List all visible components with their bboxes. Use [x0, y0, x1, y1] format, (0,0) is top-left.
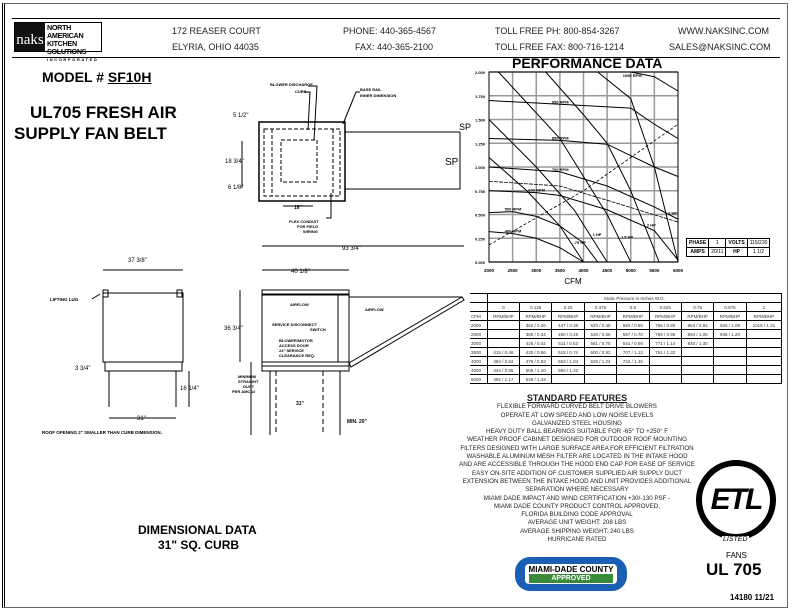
table-header-row — [470, 303, 782, 312]
label-blower-discharge: BLOWER DISCHARGE — [270, 82, 313, 87]
rpm-bhp-cell: 444 / 0.85 — [487, 366, 519, 375]
volts-value: 115/230 — [747, 239, 770, 248]
label-flex-conduit-3: WIRING — [303, 229, 318, 234]
features-title: STANDARD FEATURES — [526, 393, 628, 403]
model-value: SF10H — [107, 69, 152, 85]
rpm-bhp-cell — [649, 357, 681, 366]
rpm-bhp-cell — [617, 366, 649, 375]
rpm-bhp-cell — [487, 339, 519, 348]
top-view-labels — [225, 82, 459, 234]
rpm-bhp-cell: 769 / 0.95 — [649, 330, 681, 339]
rpm-bhp-cell — [714, 366, 746, 375]
address-line-1: 172 REASER COURT — [172, 26, 261, 36]
feature-item: FLEXIBLE FORWARD CURVED BELT DRIVE BLOWERS — [497, 403, 657, 411]
company-name-1: NORTH AMERICAN — [47, 23, 84, 40]
hp-value: 1 1/2 — [747, 248, 770, 257]
x-axis-label: CFM — [564, 277, 582, 286]
rpm-bhp-cell — [746, 339, 781, 348]
company-name-3: INCORPORATED — [47, 57, 99, 62]
product-title-2: SUPPLY FAN BELT — [14, 124, 167, 143]
sp-header: 0.375 — [584, 303, 616, 312]
product-title-1: UL705 FRESH AIR — [30, 103, 177, 122]
rpm-bhp-cell — [584, 375, 616, 384]
feature-item: SEPARATION WHERE NECESSARY — [525, 486, 629, 494]
x-tick-label: 5000 — [625, 268, 636, 273]
rpm-bhp-cell: 515 / 0.74 — [552, 348, 584, 357]
toll-free-phone: TOLL FREE PH: 800-854-3267 — [495, 26, 620, 36]
y-tick-label: 2.000 — [474, 70, 485, 75]
label-min-duct-2: STRAIGHT — [238, 379, 259, 384]
feature-item: AND ARE ACCESSIBLE THROUGH THE HOOD END CAP FOR EASE OF SERVICE — [459, 461, 695, 469]
rpm-bhp-cell: 597 / 0.70 — [617, 330, 649, 339]
dim-40-1-8: 40 1/8" — [291, 269, 310, 275]
rpm-bhp-cell — [487, 330, 519, 339]
rpm-bhp-cell: 926 / 1.08 — [714, 321, 746, 330]
rpm-curve-label: 950 RPM — [551, 99, 569, 105]
rpm-bhp-cell: 553 / 1.04 — [552, 357, 584, 366]
rpm-bhp-cell: 724 / 1.45 — [617, 357, 649, 366]
feature-item: HURRICANE RATED — [547, 536, 607, 544]
unit-header: RPM/BHP — [681, 312, 713, 321]
label-min-duct-1: MINIMUM — [238, 374, 256, 379]
unit-header: RPM/BHP — [520, 312, 552, 321]
rpm-bhp-cell: 475 / 0.83 — [520, 357, 552, 366]
dim-31-side: 31" — [296, 401, 304, 407]
sp-header: 0.25 — [552, 303, 584, 312]
amps-value: 20/11 — [709, 248, 726, 257]
badge-county: MIAMI-DADE COUNTY — [528, 565, 614, 574]
front-view-drawing — [92, 270, 189, 418]
chart-grid — [489, 72, 678, 262]
feature-item: FLORIDA BUILDING CODE APPROVAL — [521, 511, 633, 519]
dim-5-1-2: 5 1/2" — [233, 113, 249, 119]
dim-93-3-4: 93 3/4" — [342, 246, 361, 252]
label-min-duct-4: PER AMCA# — [232, 389, 256, 394]
rpm-bhp-cell — [617, 375, 649, 384]
y-tick-label: 1.000 — [474, 165, 485, 170]
label-airflow-unit: AIRFLOW — [290, 302, 309, 307]
y-tick-label: 1.250 — [474, 141, 485, 147]
top-view-drawing — [242, 86, 460, 218]
performance-data-title: PERFORMANCE DATA — [512, 55, 663, 71]
feature-item: MIAMI DADE IMPACT AND WIND CERTIFICATION +30/-130 PSF - — [483, 494, 671, 502]
cfm-cell: 2000 — [470, 321, 487, 330]
email-link[interactable]: SALES@NAKSINC.COM — [669, 42, 771, 52]
rpm-bhp-cell: 520 / 0.48 — [584, 321, 616, 330]
hp-curve-label: 3 HP — [668, 210, 678, 216]
cfm-header: CFM — [470, 312, 487, 321]
corner-cell — [470, 294, 487, 303]
rpm-bhp-cell — [649, 375, 681, 384]
rpm-curve — [489, 212, 598, 262]
table-row — [470, 366, 782, 375]
rpm-bhp-cell: 864 / 1.06 — [681, 330, 713, 339]
cfm-cell: 4500 — [470, 366, 487, 375]
rpm-bhp-cell: 641 / 0.98 — [617, 339, 649, 348]
rpm-bhp-cell: 530 / 0.56 — [584, 330, 616, 339]
rpm-bhp-cell — [714, 357, 746, 366]
phase-value: 1 — [709, 239, 726, 248]
toll-free-fax: TOLL FREE FAX: 800-716-1214 — [495, 42, 625, 52]
rpm-bhp-cell — [714, 375, 746, 384]
feature-item: FILTERS DESIGNED WITH LARGE SURFACE AREA FOR EFFICIENT FILTRATION — [460, 444, 694, 452]
cfm-cell: 3500 — [470, 348, 487, 357]
cfm-cell: 5000 — [470, 375, 487, 384]
company-name-2: KITCHEN SOLUTIONS — [47, 39, 87, 56]
label-lifting-lug: LIFTING LUG — [50, 297, 79, 302]
dim-min-20: MIN. 20" — [347, 419, 367, 425]
dimensional-data-title: DIMENSIONAL DATA — [138, 523, 257, 537]
unit-header: RPM/BHP — [649, 312, 681, 321]
rpm-curve-label: 700 RPM — [551, 166, 569, 172]
model-label: MODEL # — [42, 69, 104, 85]
feature-item: AVERAGE SHIPPING WEIGHT: 240 LBS — [520, 527, 634, 535]
unit-header: RPM/BHP — [746, 312, 781, 321]
feature-item: WEATHER PROOF CABINET DESIGNED FOR OUTDOOR ROOF MOUNTING — [467, 436, 687, 444]
etl-mark: ETL — [710, 483, 762, 516]
miami-dade-badge — [515, 557, 627, 591]
performance-chart — [455, 68, 685, 288]
cfm-cell: 4000 — [470, 357, 487, 366]
rpm-curve-label: 500 RPM — [504, 206, 522, 212]
rpm-bhp-cell: 362 / 0.26 — [520, 321, 552, 330]
dim-16-1-4: 16 1/4" — [180, 386, 199, 392]
label-airflow-hood: AIRFLOW — [365, 307, 384, 312]
feature-item: WASHABLE ALUMINUM MESH FILTER ARE LOCATED IN THE INTAKE HOOD — [466, 453, 688, 461]
dim-31-front: 31" — [137, 416, 146, 422]
rpm-bhp-cell: 460 / 0.45 — [552, 330, 584, 339]
hp-curve-label: 1.5 HP — [620, 234, 634, 240]
rpm-bhp-cell — [681, 357, 713, 366]
rpm-bhp-cell: 581 / 0.75 — [584, 339, 616, 348]
rpm-bhp-cell: 771 / 1.14 — [649, 339, 681, 348]
corner-cell — [470, 303, 487, 312]
x-tick-label: 2500 — [507, 268, 518, 273]
company-logo — [14, 22, 102, 62]
label-sp: SP — [445, 157, 459, 168]
label-flex-conduit-2: FOR FIELD — [297, 224, 319, 229]
sp-header: 0.75 — [681, 303, 713, 312]
document-number: 14180 11/21 — [730, 593, 775, 602]
rpm-bhp-cell — [681, 348, 713, 357]
sp-header: 0 — [487, 303, 519, 312]
unit-header: RPM/BHP — [714, 312, 746, 321]
label-access-door-2: ACCESS DOOR — [279, 343, 309, 348]
phone: PHONE: 440-365-4567 — [343, 26, 437, 36]
rpm-curve-label: 400 RPM — [504, 228, 522, 234]
rpm-bhp-cell: 380 / 0.34 — [520, 330, 552, 339]
unit-header: RPM/BHP — [617, 312, 649, 321]
rpm-bhp-cell: 761 / 1.32 — [649, 348, 681, 357]
feature-item: EASY ON-SITE ADDITION OF CUSTOMER SUPPLIED AIR SUPPLY DUCT — [472, 469, 682, 477]
label-base-rail: BASE RAIL — [360, 87, 382, 92]
unit-header: RPM/BHP — [487, 312, 519, 321]
rpm-bhp-cell — [746, 357, 781, 366]
feature-item: AVERAGE UNIT WEIGHT: 208 LBS — [527, 519, 627, 527]
y-tick-label: 0.250 — [474, 236, 485, 242]
cfm-cell: 3000 — [470, 339, 487, 348]
fax: FAX: 440-365-2100 — [355, 42, 434, 52]
label-flex-conduit-1: FLEX CONDUIT — [289, 219, 319, 224]
electrical-table — [686, 238, 770, 257]
phase-label: PHASE — [687, 239, 709, 248]
side-view-labels — [224, 246, 384, 425]
label-access-door-3: 24" SERVICE — [279, 348, 304, 353]
label-service-disconnect-2: SWITCH — [310, 327, 326, 332]
dim-6-1-8: 6 1/8" — [228, 185, 244, 191]
sp-header: 0.5 — [617, 303, 649, 312]
table-row — [470, 375, 782, 384]
hp-label: HP — [726, 248, 747, 257]
dim-18-3-4: 18 3/4" — [225, 159, 244, 165]
dimensional-drawings — [0, 60, 470, 440]
rpm-bhp-cell — [649, 366, 681, 375]
table-row — [470, 321, 782, 330]
x-tick-label: 2000 — [483, 268, 495, 273]
logo-mark: naks — [15, 23, 45, 51]
y-tick-label: 1.750 — [474, 93, 485, 99]
volts-label: VOLTS — [726, 239, 747, 248]
rpm-bhp-cell — [487, 321, 519, 330]
rpm-bhp-cell: 415 / 0.46 — [487, 348, 519, 357]
ul-705-standard: UL 705 — [706, 560, 762, 579]
rpm-bhp-cell — [681, 375, 713, 384]
feature-item: MIAMI DADE COUNTY PRODUCT CONTROL APPROVED, — [494, 502, 660, 510]
side-view-drawing — [240, 246, 464, 435]
rpm-bhp-cell: 625 / 1.24 — [584, 357, 616, 366]
dim-16: 16" — [294, 205, 302, 211]
curb-size: 31" SQ. CURB — [158, 538, 240, 552]
rpm-curve-label: 600 RPM — [528, 187, 545, 193]
address-line-2: ELYRIA, OHIO 44035 — [172, 42, 259, 52]
rpm-bhp-cell: 509 / 1.10 — [520, 366, 552, 375]
badge-approved: APPROVED — [529, 574, 614, 583]
x-tick-label: 3500 — [554, 268, 565, 273]
unit-header: RPM/BHP — [552, 312, 584, 321]
x-tick-label: 4000 — [578, 268, 589, 273]
feature-item: OPERATE AT LOW SPEED AND LOW NOISE LEVELS — [500, 411, 654, 419]
label-min-duct-3: DUCT — [243, 384, 255, 389]
rpm-bhp-cell: 1015 / 1.31 — [746, 321, 781, 330]
static-pressure-title: Static Pressure in Inches W.G. — [487, 294, 781, 303]
rpm-bhp-cell: 430 / 0.56 — [520, 348, 552, 357]
label-access-door-4: CLEARANCE REQ. — [279, 353, 316, 358]
rpm-bhp-cell — [552, 375, 584, 384]
y-tick-label: 0.750 — [474, 188, 485, 194]
label-inner-dimension: INNER DIMENSION — [360, 93, 397, 98]
rpm-bhp-cell — [746, 375, 781, 384]
hp-curve-label: 1 HP — [592, 231, 602, 237]
amps-label: AMPS — [687, 248, 709, 257]
sp-header: 0.625 — [649, 303, 681, 312]
table-header-row — [470, 312, 782, 321]
dim-37-3-8: 37 3/8" — [128, 258, 147, 264]
rpm-bhp-cell — [681, 366, 713, 375]
sp-header: 0.125 — [520, 303, 552, 312]
x-tick-label: 3000 — [531, 268, 542, 273]
rpm-bhp-cell: 840 / 1.30 — [681, 339, 713, 348]
etl-fans: FANS — [726, 551, 747, 560]
feature-item: HEAVY DUTY BALL BEARINGS SUITABLE FOR -65° TO +250° F — [486, 428, 668, 436]
hp-curve-label: 2 HP — [646, 222, 656, 228]
table-row — [470, 348, 782, 357]
rpm-bhp-cell: 935 / 1.20 — [714, 330, 746, 339]
performance-table — [470, 293, 782, 384]
feature-item: EXTENSION BETWEEN THE INTAKE HOOD AND UNIT PROVIDES ADDITIONAL — [462, 477, 692, 485]
rpm-bhp-cell: 511 / 0.53 — [552, 339, 584, 348]
unit-header: RPM/BHP — [584, 312, 616, 321]
dim-36-3-4: 36 3/4" — [224, 326, 243, 332]
rpm-curve-label: 850 RPM — [551, 135, 569, 141]
table-row — [470, 330, 782, 339]
rpm-bhp-cell: 707 / 1.13 — [617, 348, 649, 357]
x-tick-label: 4500 — [602, 268, 613, 273]
rpm-bhp-cell — [714, 348, 746, 357]
rpm-bhp-cell: 492 / 1.17 — [487, 375, 519, 384]
rpm-bhp-cell: 426 / 0.42 — [520, 339, 552, 348]
rpm-bhp-cell: 580 / 1.32 — [552, 366, 584, 375]
rpm-bhp-cell — [714, 339, 746, 348]
rpm-bhp-cell — [746, 366, 781, 375]
label-access-door-1: BLOWER/MOTOR — [279, 338, 313, 343]
x-tick-label: 5500 — [649, 268, 660, 273]
rpm-bhp-cell — [584, 366, 616, 375]
table-row — [470, 339, 782, 348]
y-tick-label: 0.000 — [474, 260, 485, 265]
front-view-labels — [42, 258, 199, 435]
rpm-bhp-cell: 756 / 0.80 — [649, 321, 681, 330]
sp-header: 1 — [746, 303, 781, 312]
cfm-cell: 2500 — [470, 330, 487, 339]
label-service-disconnect-1: SERVICE DISCONNECT — [272, 322, 318, 327]
rpm-bhp-cell: 600 / 0.92 — [584, 348, 616, 357]
rpm-bhp-cell — [746, 348, 781, 357]
sp-header: 0.875 — [714, 303, 746, 312]
feature-item: GALVANIZED STEEL HOUSING — [532, 419, 622, 427]
y-axis-label: SP — [459, 122, 472, 132]
rpm-curve-label: 1050 RPM — [622, 73, 642, 78]
rpm-bhp-cell: 384 / 0.62 — [487, 357, 519, 366]
y-tick-label: 0.500 — [474, 212, 485, 218]
etl-listed: LISTED — [723, 536, 748, 543]
table-header-row — [470, 294, 782, 303]
label-curb: CURB — [295, 89, 307, 94]
table-row — [470, 357, 782, 366]
x-tick-label: 6000 — [672, 268, 684, 273]
header-bottom-rule — [12, 57, 780, 58]
header-top-rule — [12, 18, 780, 19]
etl-listed-logo — [696, 460, 776, 540]
hp-curve-label: .75 HP — [573, 239, 586, 245]
y-tick-label: 1.500 — [474, 117, 485, 123]
rpm-bhp-cell: 549 / 1.42 — [520, 375, 552, 384]
website-link[interactable]: WWW.NAKSINC.COM — [678, 26, 769, 36]
rpm-bhp-cell: 583 / 0.60 — [617, 321, 649, 330]
rpm-bhp-cell: 854 / 0.92 — [681, 321, 713, 330]
rpm-bhp-cell: 447 / 0.36 — [552, 321, 584, 330]
standard-features — [452, 394, 702, 544]
rpm-bhp-cell — [746, 330, 781, 339]
roof-opening-note: ROOF OPENING 2" SMALLER THAN CURB DIMENSION. — [42, 430, 162, 435]
dim-3-3-4: 3 3/4" — [75, 366, 91, 372]
